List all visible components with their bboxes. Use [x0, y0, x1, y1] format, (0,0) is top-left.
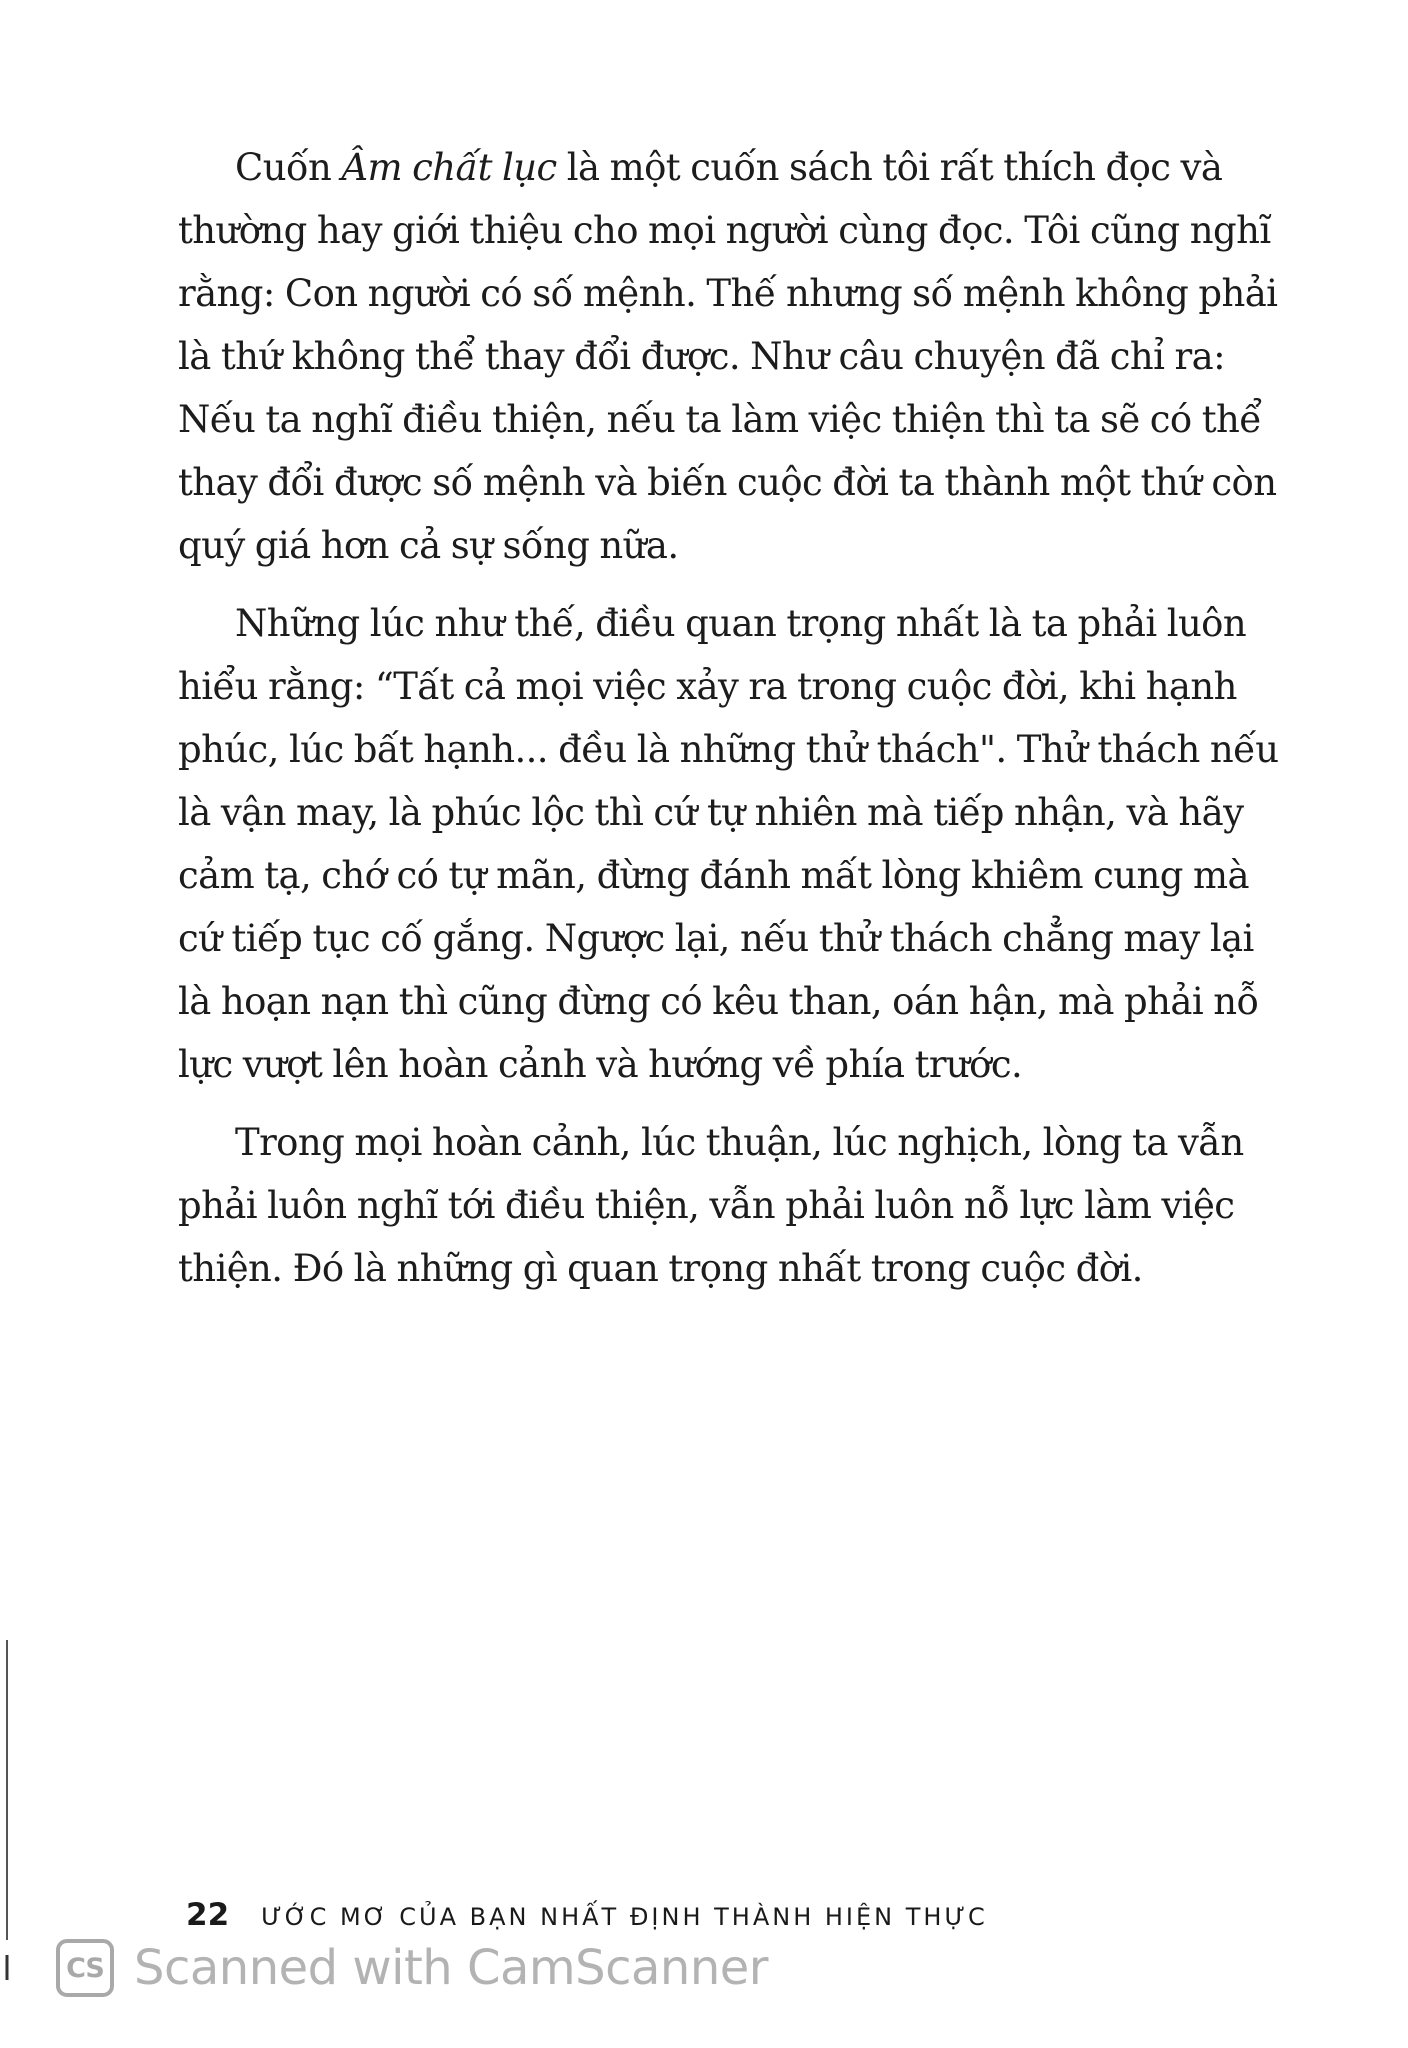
paragraph-1-rest: là một cuốn sách tôi rất thích đọc và thường hay giới thiệu cho mọi người cùng đọc. Tôi cũng nghĩ rằng: Con người có số mệnh. Thế nhưng số mệnh không phải là thứ không thể thay đổi được. Như câu chuyện đã chỉ ra: Nếu ta nghĩ điều thiện, nếu ta làm việc thiện thì ta sẽ có thể thay đổi được số mệnh và biến cuộc đời ta thành một thứ còn quý giá hơn cả sự sống nữa.: [178, 146, 1278, 567]
body-text: [178, 136, 1280, 1300]
paragraph-3: Trong mọi hoàn cảnh, lúc thuận, lúc nghịch, lòng ta vẫn phải luôn nghĩ tới điều thiện, vẫn phải luôn nỗ lực làm việc thiện. Đó là những gì quan trọng nhất trong cuộc đời.: [178, 1121, 1244, 1290]
page-footer: [186, 1897, 988, 1937]
camscanner-watermark: [56, 1939, 768, 1997]
paragraph-1: [178, 136, 1280, 577]
watermark-text: Scanned with CamScanner: [134, 1940, 769, 1996]
paragraph-2: Những lúc như thế, điều quan trọng nhất là ta phải luôn hiểu rằng: “Tất cả mọi việc xảy ra trong cuộc đời, khi hạnh phúc, lúc bất hạnh... đều là những thử thách". Thử thách nếu là vận may, là phúc lộc thì cứ tự nhiên mà tiếp nhận, và hãy cảm tạ, chớ có tự mãn, đừng đánh mất lòng khiêm cung mà cứ tiếp tục cố gắng. Ngược lại, nếu thử thách chẳng may lại là hoạn nạn thì cũng đừng có kêu than, oán hận, mà phải nỗ lực vượt lên hoàn cảnh và hướng về phía trước.: [178, 602, 1279, 1086]
running-title: ƯỚC MƠ CỦA BẠN NHẤT ĐỊNH THÀNH HIỆN THỰC: [261, 1903, 988, 1931]
scan-edge-mark: [5, 1640, 9, 1980]
camscanner-logo-icon: [56, 1939, 114, 1997]
paragraph-1-intro: Cuốn: [235, 146, 342, 189]
camscanner-logo-text: CS: [66, 1952, 104, 1984]
page-number: 22: [186, 1897, 230, 1933]
book-title-italic: Âm chất lục: [341, 146, 557, 189]
